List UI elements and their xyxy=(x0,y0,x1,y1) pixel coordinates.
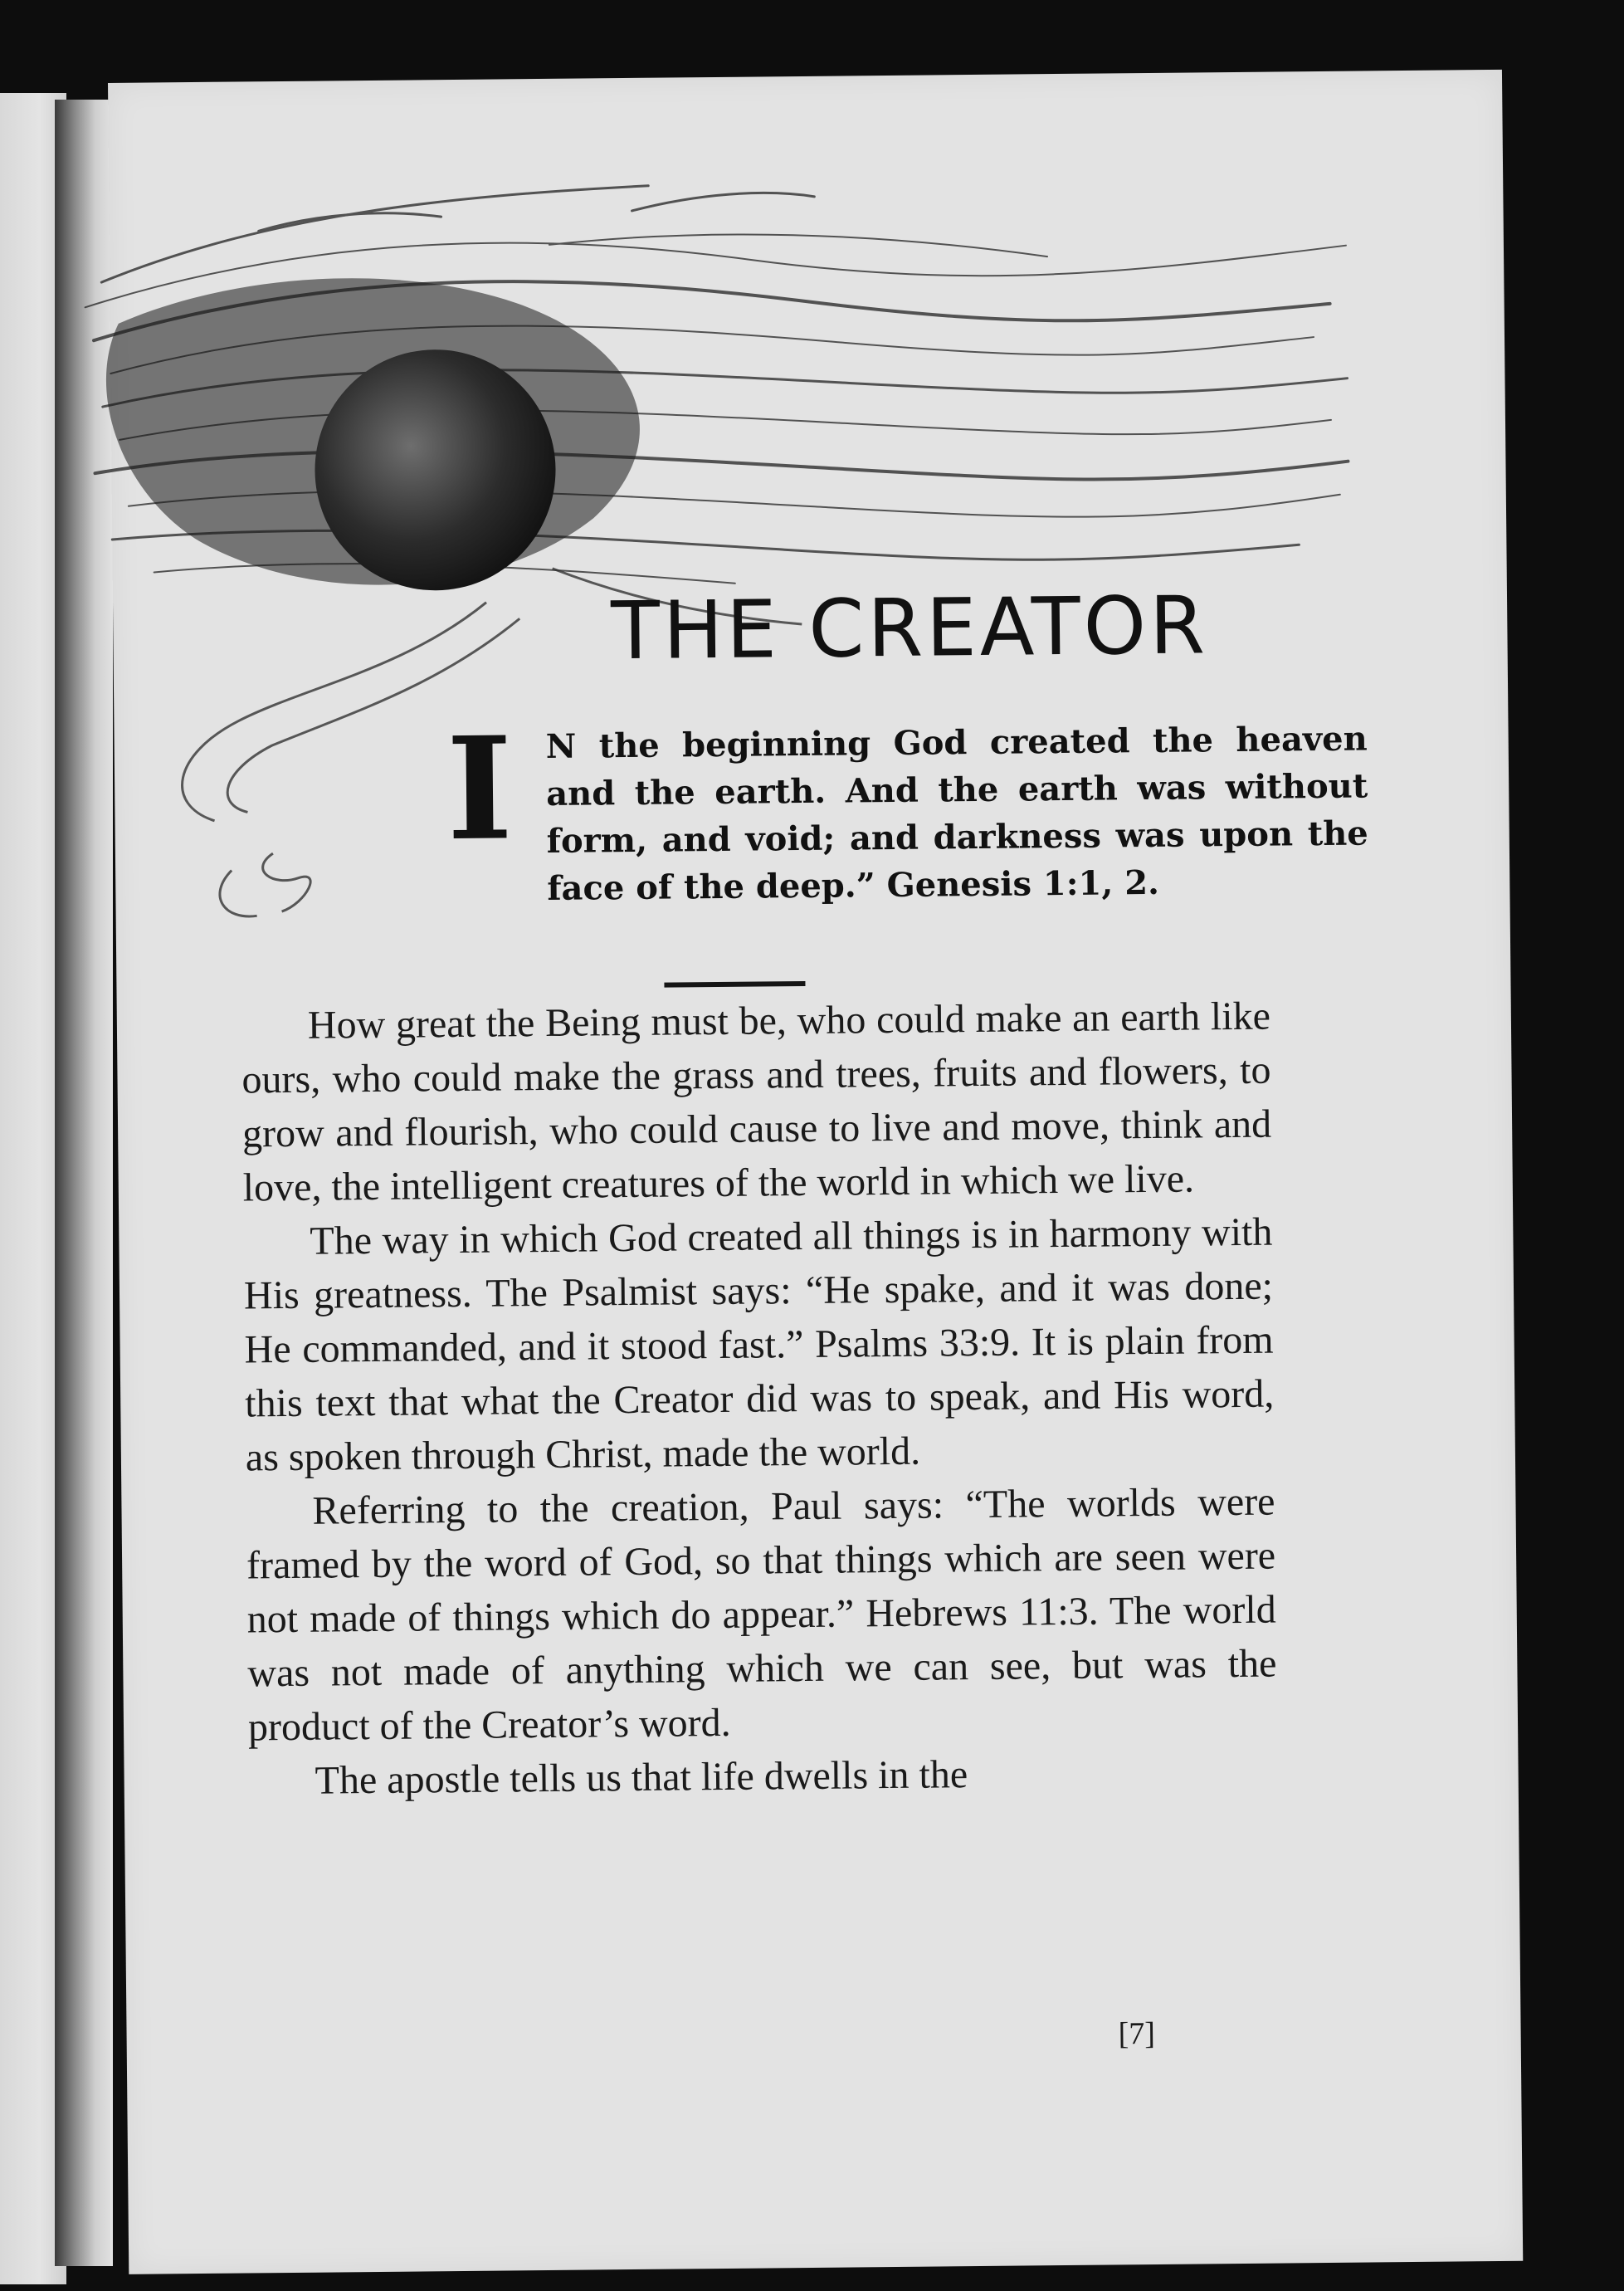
chapter-title: THE CREATOR xyxy=(610,579,1209,678)
paragraph: The apostle tells us that life dwells in the xyxy=(315,1752,968,1803)
paragraph: The way in which God created all things is in harmony with His greatness. The Psalmist says: “He spake, and it was done; He commanded, and it stood fast.” Psalms 33:9. It is plain from this text that what the Creator did was to speak, and His word, as spoken through Christ, made the world. xyxy=(243,1209,1275,1480)
epigraph xyxy=(446,706,1377,935)
planet-orb xyxy=(314,349,557,592)
page-number: [7] xyxy=(1118,2015,1156,2052)
section-divider xyxy=(664,981,805,988)
book-page xyxy=(108,70,1523,2274)
drop-cap: I xyxy=(446,706,514,873)
body-text xyxy=(241,989,1278,1809)
paragraph: Referring to the creation, Paul says: “The worlds were framed by the word of God, so that things which are seen were not made of things which do appear.” Hebrews 11:3. The world was not made of anything which we can see, but was the product of the Creator’s word. xyxy=(246,1479,1277,1750)
paragraph: How great the Being must be, who could make an earth like ours, who could make the grass and trees, fruits and flowers, to grow and flourish, who could cause to live and move, think and love, the intelligent creatures of the world in which we live. xyxy=(241,994,1272,1210)
epigraph-text: N the beginning God created the heaven and the earth. And the earth was without form, and void; and darkness was upon the face of the deep.” Genesis 1:1, 2. xyxy=(545,719,1368,908)
